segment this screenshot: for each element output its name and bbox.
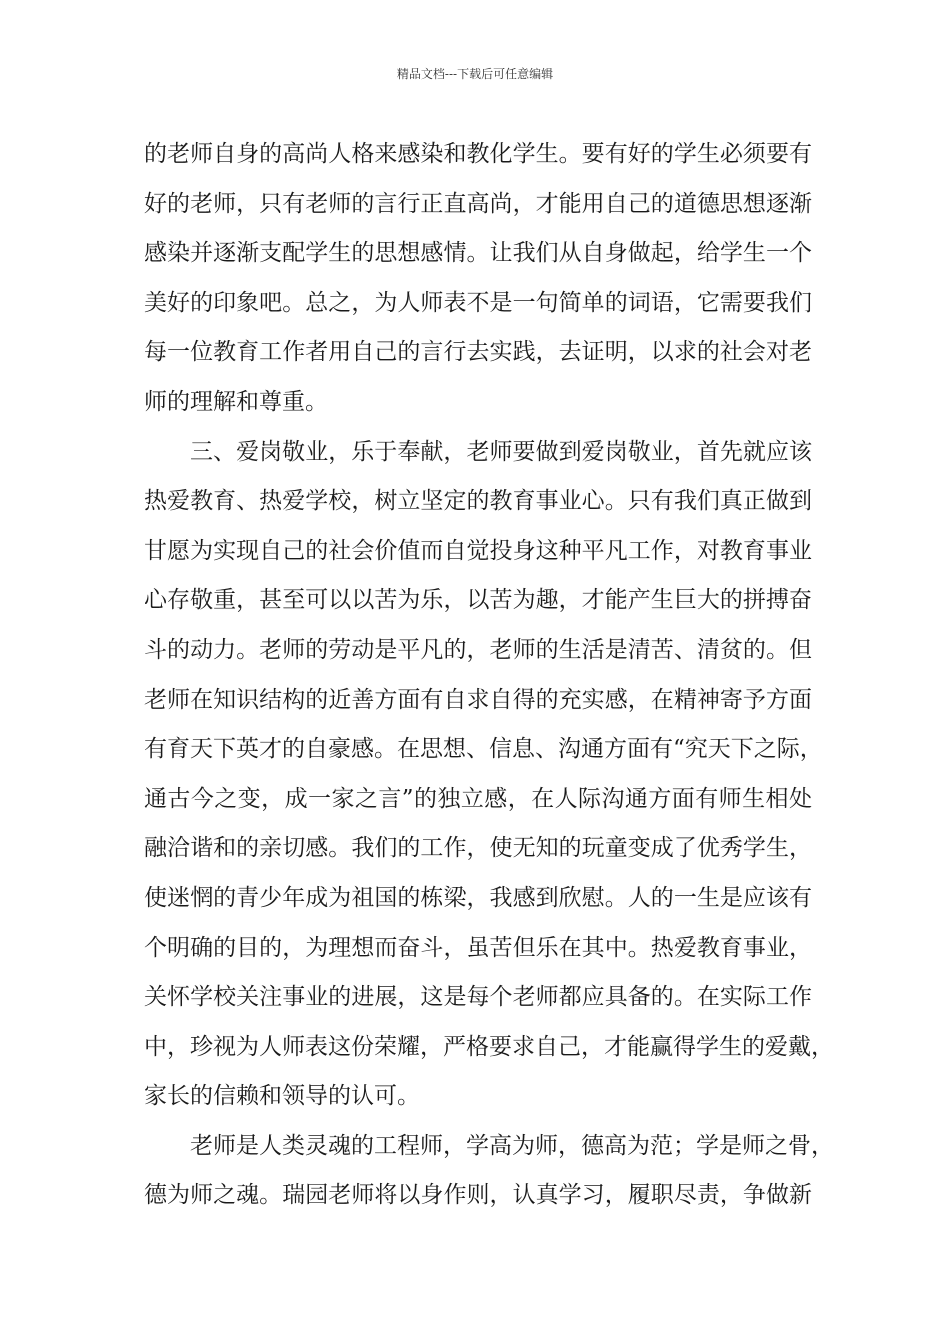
text-line: 融洽谐和的亲切感。我们的工作，使无知的玩童变成了优秀学生， [144,835,812,862]
text-line: 斗的动力。老师的劳动是平凡的，老师的生活是清苦、清贫的。但 [144,636,812,663]
text-line: 中，珍视为人师表这份荣耀，严格要求自己，才能赢得学生的爱戴， [144,1033,834,1060]
text-line: 热爱教育、热爱学校，树立坚定的教育事业心。只有我们真正做到 [144,488,812,515]
text-line: 通古今之变，成一家之言”的独立感，在人际沟通方面有师生相处 [144,785,812,812]
text-line: 老师是人类灵魂的工程师，学高为师，德高为范；学是师之骨， [190,1132,834,1159]
text-line: 个明确的目的，为理想而奋斗，虽苦但乐在其中。热爱教育事业， [144,934,812,961]
document-body [144,130,834,1221]
text-line: 使迷惘的青少年成为祖国的栋梁，我感到欣慰。人的一生是应该有 [144,884,812,911]
text-line: 每一位教育工作者用自己的言行去实践，去证明，以求的社会对老 [144,339,812,366]
text-line: 师的理解和尊重。 [144,388,328,415]
text-line: 有育天下英才的自豪感。在思想、信息、沟通方面有“究天下之际， [144,736,823,763]
text-line: 美好的印象吧。总之，为人师表不是一句简单的词语，它需要我们 [144,289,812,316]
text-line: 家长的信赖和领导的认可。 [144,1083,420,1110]
text-line: 心存敬重，甚至可以以苦为乐，以苦为趣，才能产生巨大的拼搏奋 [144,587,812,614]
text-line: 的老师自身的高尚人格来感染和教化学生。要有好的学生必须要有 [144,141,812,167]
paragraph-1 [144,130,812,428]
text-line: 关怀学校关注事业的进展，这是每个老师都应具备的。在实际工作 [144,984,812,1011]
text-line: 好的老师，只有老师的言行正直高尚，才能用自己的道德思想逐渐 [144,190,812,217]
paragraph-2 [144,428,834,1122]
text-line: 甘愿为实现自己的社会价值而自觉投身这种平凡工作，对教育事业 [144,537,812,564]
paragraph-3 [144,1122,834,1221]
text-line: 老师在知识结构的近善方面有自求自得的充实感，在精神寄予方面 [144,686,812,713]
text-line: 德为师之魂。瑞园老师将以身作则，认真学习，履职尽责，争做新 [144,1182,812,1209]
page-header: 精品文档---下载后可任意编辑 [396,67,554,81]
text-line: 感染并逐渐支配学生的思想感情。让我们从自身做起，给学生一个 [144,240,812,267]
text-line: 三、爱岗敬业，乐于奉献，老师要做到爱岗敬业，首先就应该 [190,438,812,465]
